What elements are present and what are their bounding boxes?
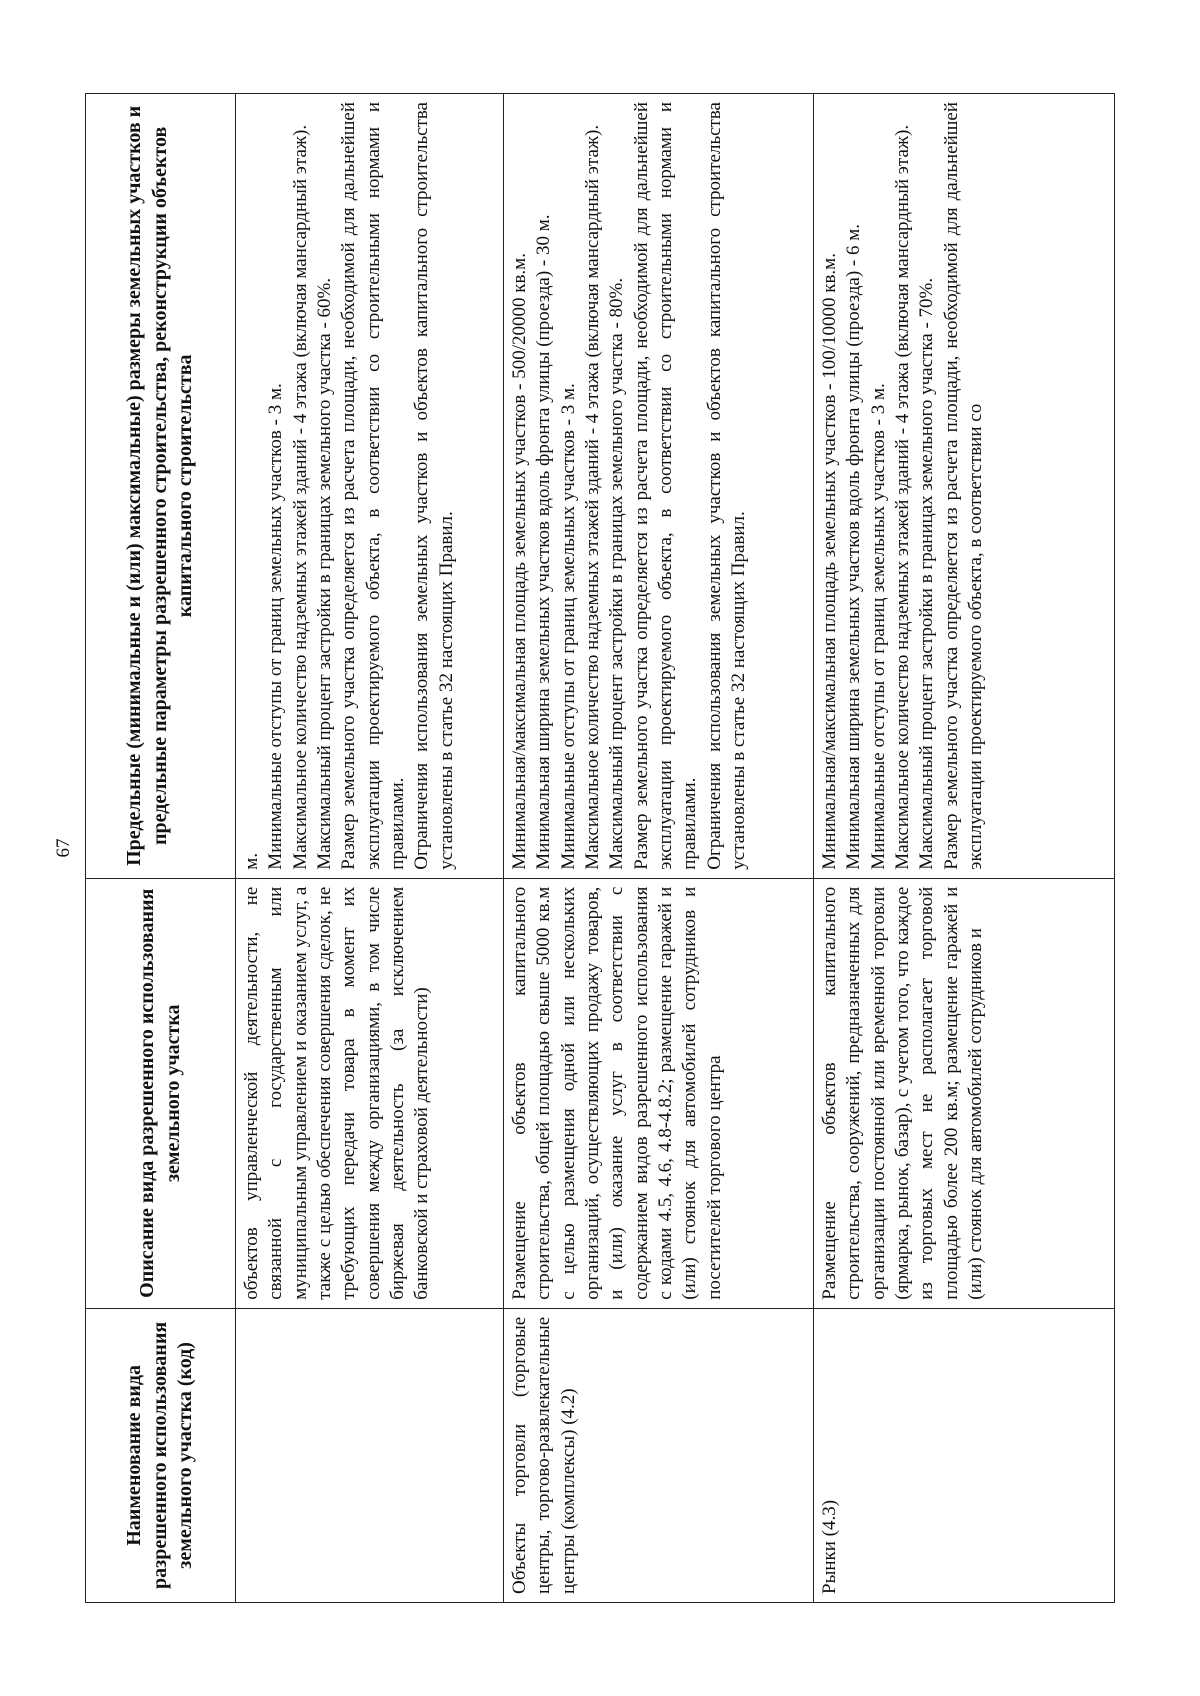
param-line: Максимальный процент застройки в границах земельного участка - 60%. (313, 277, 335, 870)
cell-name (236, 1308, 504, 1602)
param-line: Ограничения использования земельных участков и объектов капитального строительства установлены в статье 32 настоящих Правил. (411, 102, 457, 870)
cell-params (504, 94, 814, 879)
cell-description: Размещение объектов капитального строительства, сооружений, предназначенных для организации постоянной или временной торговли (ярмарка, рынок, базар), с учетом того, что каждое из торговых мест не располагает торговой площадью более 200 кв.м; размещение гаражей и (или) стоянок для автомобилей сотрудников и (814, 878, 1115, 1308)
header-description: Описание вида разрешенного использования земельного участка (86, 878, 236, 1308)
cell-params (814, 94, 1115, 879)
param-line: Размер земельного участка определяется из расчета площади, необходимой для дальнейшей эксплуатации проектируемого объекта, в соответствии со строительными нормами и правилами. (338, 102, 408, 870)
table-row (236, 94, 504, 1603)
param-line: Максимальное количество надземных этажей зданий - 4 этажа (включая мансардный этаж). (289, 124, 311, 870)
param-line: м. (241, 852, 262, 870)
page-number: 67 (53, 838, 74, 858)
param-line: Максимальный процент застройки в границах земельного участка - 80%. (606, 277, 628, 870)
param-line: Минимальные отступы от границ земельных участков - 3 м. (867, 383, 889, 870)
param-line: Ограничения использования земельных участков и объектов капитального строительства установлены в статье 32 настоящих Правил. (703, 102, 749, 870)
param-line: Минимальная/максимальная площадь земельных участков - 500/20000 кв.м. (509, 253, 530, 870)
param-line: Максимальное количество надземных этажей зданий - 4 этажа (включая мансардный этаж). (581, 124, 603, 870)
param-line: Минимальная ширина земельных участков вдоль фронта улицы (проезда) - 30 м. (533, 214, 555, 870)
param-line: Размер земельного участка определяется из расчета площади, необходимой для дальнейшей эксплуатации проектируемого объекта, в соответствии со (940, 102, 986, 870)
cell-name: Рынки (4.3) (814, 1308, 1115, 1602)
rotated-page-content (85, 93, 1115, 1603)
header-params: Предельные (минимальные и (или) максимальные) размеры земельных участков и предельные параметры разрешенного строительства, реконструкции объектов капитального строительства (86, 94, 236, 879)
table-header-row (86, 94, 236, 1603)
cell-description: объектов управленческой деятельности, не связанной с государственным или муниципальным управлением и оказанием услуг, а также с целью обеспечения совершения сделок, не требующих передачи товара в момент их совершения между организациями, в том числе биржевая деятельность (за исключением банковской и страховой деятельности) (236, 878, 504, 1308)
param-line: Минимальные отступы от границ земельных участков - 3 м. (265, 383, 287, 870)
cell-name: Объекты торговли (торговые центры, торгово-развлекательные центры (комплексы) (4.2) (504, 1308, 814, 1602)
header-name: Наименование вида разрешенного использования земельного участка (код) (86, 1308, 236, 1602)
param-line: Минимальная/максимальная площадь земельных участков - 100/10000 кв.м. (819, 253, 840, 870)
param-line: Максимальный процент застройки в границах земельного участка - 70%. (916, 277, 938, 870)
param-line: Минимальная ширина земельных участков вдоль фронта улицы (проезда) - 6 м. (843, 223, 865, 870)
param-line: Размер земельного участка определяется из расчета площади, необходимой для дальнейшей эксплуатации проектируемого объекта, в соответствии со строительными нормами и правилами. (630, 102, 701, 870)
land-use-table (85, 93, 1115, 1603)
cell-description: Размещение объектов капитального строительства, общей площадью свыше 5000 кв.м с целью размещения одной или нескольких организаций, осуществляющих продажу товаров, и (или) оказание услуг в соответствии с содержанием видов разрешенного использования с кодами 4.5, 4.6, 4.8-4.8.2; размещение гаражей и (или) стоянок для автомобилей сотрудников и посетителей торгового центра (504, 878, 814, 1308)
table-row (504, 94, 814, 1603)
table-row (814, 94, 1115, 1603)
param-line: Максимальное количество надземных этажей зданий - 4 этажа (включая мансардный этаж). (891, 124, 913, 870)
param-line: Минимальные отступы от границ земельных участков - 3 м. (557, 383, 579, 870)
cell-params (236, 94, 504, 879)
